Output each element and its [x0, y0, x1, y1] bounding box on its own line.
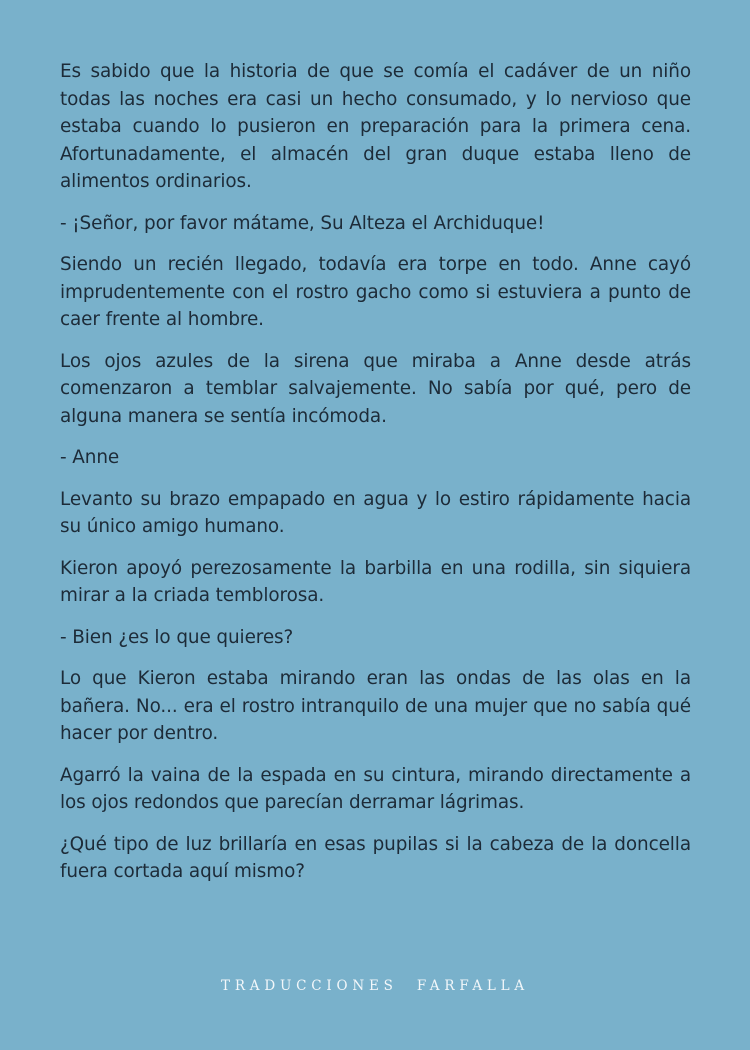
paragraph-10: Agarró la vaina de la espada en su cintura, mirando directamente a los ojos redondos que parecían derramar lágrimas.	[60, 764, 691, 813]
footer-credit: TRADUCCIONES FARFALLA	[221, 978, 529, 994]
paragraph-9: Lo que Kieron estaba mirando eran las ondas de las olas en la bañera. No... era el rostro intranquilo de una mujer que no sabía qué hacer por dentro.	[60, 668, 691, 744]
paragraph-7: Kieron apoyó perezosamente la barbilla en una rodilla, sin siquiera mirar a la criada temblorosa.	[60, 557, 691, 606]
paragraph-6: Levanto su brazo empapado en agua y lo estiro rápidamente hacia su único amigo humano.	[60, 488, 691, 537]
paragraph-2: - ¡Señor, por favor mátame, Su Alteza el Archiduque!	[60, 212, 545, 234]
document-body	[60, 58, 691, 900]
paragraph-5: - Anne	[60, 447, 120, 468]
paragraph-1: Es sabido que la historia de que se comía el cadáver de un niño todas las noches era casi un hecho consumado, y lo nervioso que estaba cuando lo pusieron en preparación para la primera cena. Afortunadamente, el almacén del gran duque estaba lleno de alimentos ordinarios.	[60, 61, 691, 192]
paragraph-3: Siendo un recién llegado, todavía era torpe en todo. Anne cayó imprudentemente con el rostro gacho como si estuviera a punto de caer frente al hombre.	[60, 254, 691, 330]
paragraph-8: - Bien ¿es lo que quieres?	[60, 626, 294, 648]
paragraph-4: Los ojos azules de la sirena que miraba a Anne desde atrás comenzaron a temblar salvajemente. No sabía por qué, pero de alguna manera se sentía incómoda.	[60, 350, 691, 427]
paragraph-11: ¿Qué tipo de luz brillaría en esas pupilas si la cabeza de la doncella fuera cortada aquí mismo?	[60, 833, 691, 882]
